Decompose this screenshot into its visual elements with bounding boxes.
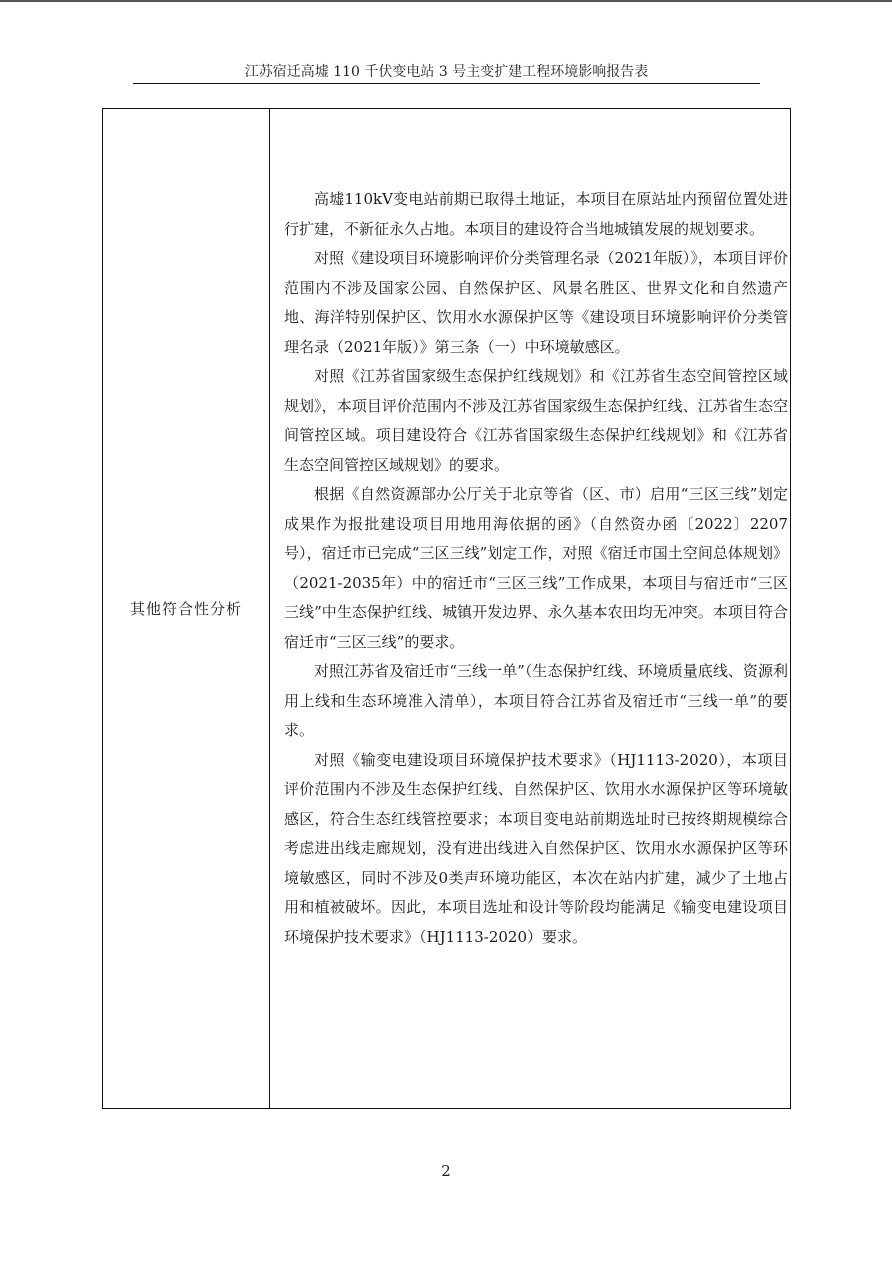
header-divider: [133, 83, 760, 84]
top-border-line: [0, 0, 892, 2]
paragraph-technical-requirements: 对照《输变电建设项目环境保护技术要求》（HJ1113-2020），本项目评价范围内不涉及生态保护红线、自然保护区、饮用水水源保护区等环境敏感区，符合生态红线管控要求；本项目变电站前期选址时已按终期规模综合考虑进出线走廊规划，没有进出线进入自然保护区、饮用水水源保护区等环境敏感区，同时不涉及0类声环境功能区，本次在站内扩建，减少了土地占用和植被破坏。因此，本项目选址和设计等阶段均能满足《输变电建设项目环境保护技术要求》（HJ1113-2020）要求。: [284, 750, 788, 946]
paragraph-land-use: 高墟110kV变电站前期已取得土地证，本项目在原站址内预留位置处进行扩建，不新征永久占地。本项目的建设符合当地城镇发展的规划要求。: [284, 190, 788, 238]
report-table: [102, 108, 791, 1109]
page-number: 2: [441, 1162, 451, 1180]
paragraph-ecological-redline: 对照《江苏省国家级生态保护红线规划》和《江苏省生态空间管控区域规划》，本项目评价范围内不涉及江苏省国家级生态保护红线、江苏省生态空间管控区域。项目建设符合《江苏省国家级生态保护红线规划》和《江苏省生态空间管控区域规划》的要求。: [284, 367, 788, 474]
table-content-cell: [270, 109, 790, 1108]
row-label: 其他符合性分析: [129, 600, 242, 618]
document-header-title: 江苏宿迁高墟 110 千伏变电站 3 号主变扩建工程环境影响报告表: [244, 64, 649, 80]
paragraph-eia-directory: 对照《建设项目环境影响评价分类管理名录（2021年版）》，本项目评价范围内不涉及国家公园、自然保护区、风景名胜区、世界文化和自然遗产地、海洋特别保护区、饮用水水源保护区等《建设项目环境影响评价分类管理名录（2021年版）》第三条（一）中环境敏感区。: [284, 249, 788, 356]
paragraph-three-lines-one-list: 对照江苏省及宿迁市“三线一单”（生态保护红线、环境质量底线、资源利用上线和生态环境准入清单），本项目符合江苏省及宿迁市“三线一单”的要求。: [284, 662, 788, 739]
paragraph-three-zones-three-lines: 根据《自然资源部办公厅关于北京等省（区、市）启用“三区三线”划定成果作为报批建设项目用地用海依据的函》（自然资办函〔2022〕2207号），宿迁市已完成“三区三线”划定工作，对照《宿迁市国土空间总体规划》（2021-2035年）中的宿迁市“三区三线”工作成果，本项目与宿迁市“三区三线”中生态保护红线、城镇开发边界、永久基本农田均无冲突。本项目符合宿迁市“三区三线”的要求。: [284, 485, 788, 651]
table-label-cell: [103, 109, 270, 1108]
